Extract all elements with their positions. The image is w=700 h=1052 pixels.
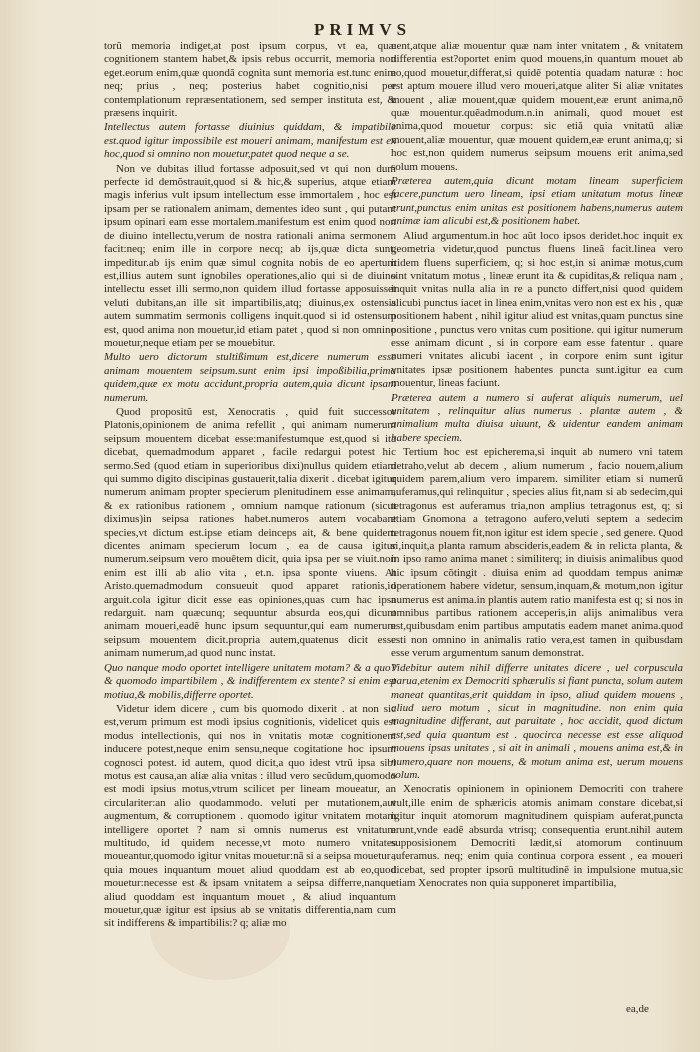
paragraph: torũ memoria indiget,at post ipsum corpus, vt ea, quæ cognitionem stantem habet,& ipsis rebus occurrit, memoria non eget.eorum enim,quæ quondã cognita sunt memoria est.tunc enim neq; prius , neq; posterius habet cognitio,nisi per contemplationum repræsentationem, sed semper instituta est, & præsens inquirit. <box>104 40 396 120</box>
commentary-lemma: Videbitur autem nihil differre unitates dicere , uel corpuscula parua,etenim ex Democriti sphærulis si fiant puncta, solum autem maneat quantitas,erit quiddam in ipso, aliud quidem mouens , aliud uero motum , sicut in magnitudine. non enim quia magnitudine differant, aut paruitate , hoc accidit, quod dictum est,sed quia quantum est . quocirca necesse est esse aliquod mouens ipsas unitates , si ait in animali , mouens anima est,& in numero,quare non mouens, & motum anima est, uerum mouens solum. <box>391 661 683 781</box>
commentary-lemma: Præterea autem,quia dicunt motam lineam superficiem facere,punctum uero lineam, ipsi etiam unitatum motus lineæ erunt,punctus enim unitas est positionem habens,numerus autem animæ iam alicubi est,& positionem habet. <box>391 175 683 228</box>
left-column <box>104 40 396 931</box>
commentary-lemma: Præterea autem a numero si auferat aliquis numerum, uel unitatem , relinquitur alius numerus . plantæ autem , & animalium multa diuisa uiuunt, & uidentur eandem animam habere speciem. <box>391 391 683 444</box>
paragraph: Videtur idem dicere , cum bis quomodo dixerit . at non sic est,verum primum est modi ipsius cognitionis, videlicet quis est modus intellectionis, qui nos in vnitatis motæ cognitionem inducere potest,neque enim sensu,neque cogitatione hoc ipsum cognosci potest. id autem, quod dicit,a quo idest vtrũ ipsa sibi motus est causa,an aliæ alia vnitas : illud vero secũdum,quomodo est modi ipsius motus,vtrum scilicet per lineam moueatur, an circulariter:an alio quodammodo. veluti per mutationem,aut augmentum, & corruptionem . quomodo igitur vnitatem motam intelligere oportet ? nam si omnis numerus est vnitatum multitudo, id quidem necesse,vt moto numero vnitates moueantur,quomodo igitur vnitas mouetur:nã si a seipsa mouetur , quia moues inquantum mouet aliud quoddam est ab eo,quod mouetur:necesse est & ipsam vnitatem a seipsa differre,nanque aliud quoddam est inquantum mouet , & aliud inquantum mouetur,quæ igitur est ipsius ab se vnitatis differentia,nam cum sit indifferens & impartibilis:? q; aliæ mo <box>104 702 396 930</box>
paragraph: Aliud argumentum.in hoc aũt loco ipsos deridet.hoc inquit ex geometria videtur,quod punctus fluens lineã facit.linea vero itidem fluens superficiem, q; si hoc est,in si animæ motus,cum sint vnitatum motus , lineæ erunt ita & cupiditas,& reliqua nam , inquit vnitas nulla alia in re a puncto differt,nisi quod quidem alicubi punctus iacet in linea enim,vnitas vero non est ex his , quæ positionem habent , nihil igitur aliud est vnitas,quam punctus sine positione , punctus vero vnitas cum positione. qui igitur numerum esse animam dicunt , si in corpore eam esse fatentur . quare numeri vnitates alicubi iacent , in corpore enim sunt igitur vnitates ipsæ positionem habentes puncta sunt.igitur ea cum mouentur, lineas faciunt. <box>391 229 683 390</box>
catchword: ea,de <box>626 1003 649 1015</box>
paragraph: Non ve dubitas illud fortasse adposuit,sed vt qui non dum perfecte id demõstrauit,quod si & hic,& superius, atque etiam magis inferius vult ipsum intellectum esse immortalem , hoc est ipsam per se rationalem animam, dementes ideo sunt , qui putant ipsum opinari eam esse mortalem.manifestum est enim quod non de diuino intellectu,verum de nostra rationali anima sermonem facit:neq; enim ille in corpore necq; ab ijs,quæ dicta sunt, impeditur.ab ijs enim quæ simul cognita nobis de eo apertum est,illius autem sunt ignobiles operationes,alio qui si de diuino intellectu esset illi sermo,non quidem illud fortasse apposuisset veluti dubitans,an ille sit impartibilis,atq; diuinus,ex ostensis autem summatim sermonis colligens inquit.quod si id ostensum est, quod anima non mouetur,id etiam patet , quod si non omnino mouetur,neque etiam per se mouebitur. <box>104 162 396 349</box>
paragraph: uent,atque aliæ mouentur quæ nam inter vnitatem , & vnitatem differentia est?oportet enim quod mouens,in quantum mouet ab eo,quod mouetur,differat,si quidẽ potentia quadam naturæ : hoc est aptum mouere illud vero moueri,atque aliter Si aliæ vnitates mouent , aliæ mouent,quæ quidem mouent,eæ erunt anima,nõ quæ mouentur.quẽadmodum.n.in animali, quod mouet est anima,quod mouetur corpus: sic etiã quia vnitatũ aliæ mouent,aliæ mouentur, quæ mouent quidem,eæ erunt anima,q; si hoc est,non quidem numerus seipsum mouens erit anima,sed solum mouens. <box>391 40 683 173</box>
right-column <box>391 40 683 891</box>
paragraph: Xenocratis opinionem in opinionem Democriti con trahere vult,ille enim de sphæricis atomis animam constare dicebat,si igitur inquit atomorum magnitudinem quispiam auferat,puncta erunt,vnde eadẽ absurda vtrisq; consequentia erunt.nihil autem supposisionem Democriti lædit,si atomorum continuum auferamus. neq; enim quia continua corpora essent , ea moueri dicebat, sed propter ipsorũ multitudinẽ in impulsione mutua,sic etiam Xenocrates non quia supponeret impartibilia, <box>391 783 683 890</box>
running-head: PRIMVS <box>314 20 412 39</box>
paragraph: Quod propositũ est, Xenocratis , quid fuit successor Platonis,opinionem de anima refellit , qui animam numerum seipsum mouentem dicebat esse:manifestumque est,quod si ita dicebat, quemadmodum apparet , facile redargui potest hic sermo.Sed (quod etiam in superioribus dixi)nullus quidem etiam qui summo digito discipinas gustauerit,talia dixerit . dicebat igitur numerum animam propter specierum plenitudinem esse animam, & ex rationibus rationem , omnium namque rationum (sicut diximus)in seipsa rationes habet.numeros autem vocabant species,vt dictum est.ipse etiam deinceps ait, & bene quidem dicentes animam specierum locum , ea de causa igitur numerum.seipsum vero mouētem dicit, quia ipsa per se viuit.non enim est illi ab alio vita , et.n. ipsa sponte viuens. At Aristo.quemadmodum consueuit quod apparet rationis,id arguit.cola igitur dicit esse eas opiniones,quas cum hac ipsa redarguit. nam quæcunq; sequuntur absurda eos,qui dicunt animam moueri,eadẽ hunc ipsum sequuntur,qui eam numerum seipsum mouentem dicit.propria autem,quatenus dicit esse animam numerum,ad quod nunc instat. <box>104 405 396 660</box>
commentary-lemma: Quo nanque modo oportet intelligere unitatem motam? & a quo? & quomodo impartibilem , & indifferentem ex stente? si enim est motiua,& mobilis,differre oportet. <box>104 661 396 701</box>
paragraph: Tertium hoc est epicherema,si inquit ab numero vni tatem detraho,velut ab decem , alium numerum , facio nouem,alium quidem parem,alium vero imparem. similiter etiam si numerũ auferamus,qui relinquitur , species alius fit,nam si ab sedecim,qui tetragonus est auferamus tria,non amplius tetragonus est, q; si etiam Gnomona a tetragono aufero,veluti septem a sedecim tetragonus nouem fit,non igitur est idem specie , sed genere. Quod si,inquit,a planta ramum abscideris,eadem & in relicta planta, & in ipso ramo anima manet : similiterq; in diuisis animalibus quod hic ipsum cõtingit . diuisa enim ad quoddam tempus animæ operationem habere videtur, sensum,inquam,& motum,non igitur numerus est anima.in plantis autem ratio manifesta est q; si nos in omnibus partibus rationem acceperis,in alijs animalibus vera est,quibusdam enim partibus amputatis eadem manet anima.quod esti non omnino in animalis ratio vera,est tamen in quibusdam esse verum argumentum sanum demonstrat. <box>391 446 683 660</box>
commentary-lemma: Multo uero dictorum stultißimum est,dicere numerum esse animam mouentem seipsum.sunt enim ipsi impoßibilia,prima quidem,quæ ex motu accidunt,propria autem,quia dicunt ipsam numerum. <box>104 351 396 404</box>
commentary-lemma: Intellectus autem fortasse diuinius quiddam, & impatibile est.quod igitur impossibile est moueri animam, manifestum est ex hoc,quod si omnino non mouetur,patet quod neque a se. <box>104 121 396 161</box>
